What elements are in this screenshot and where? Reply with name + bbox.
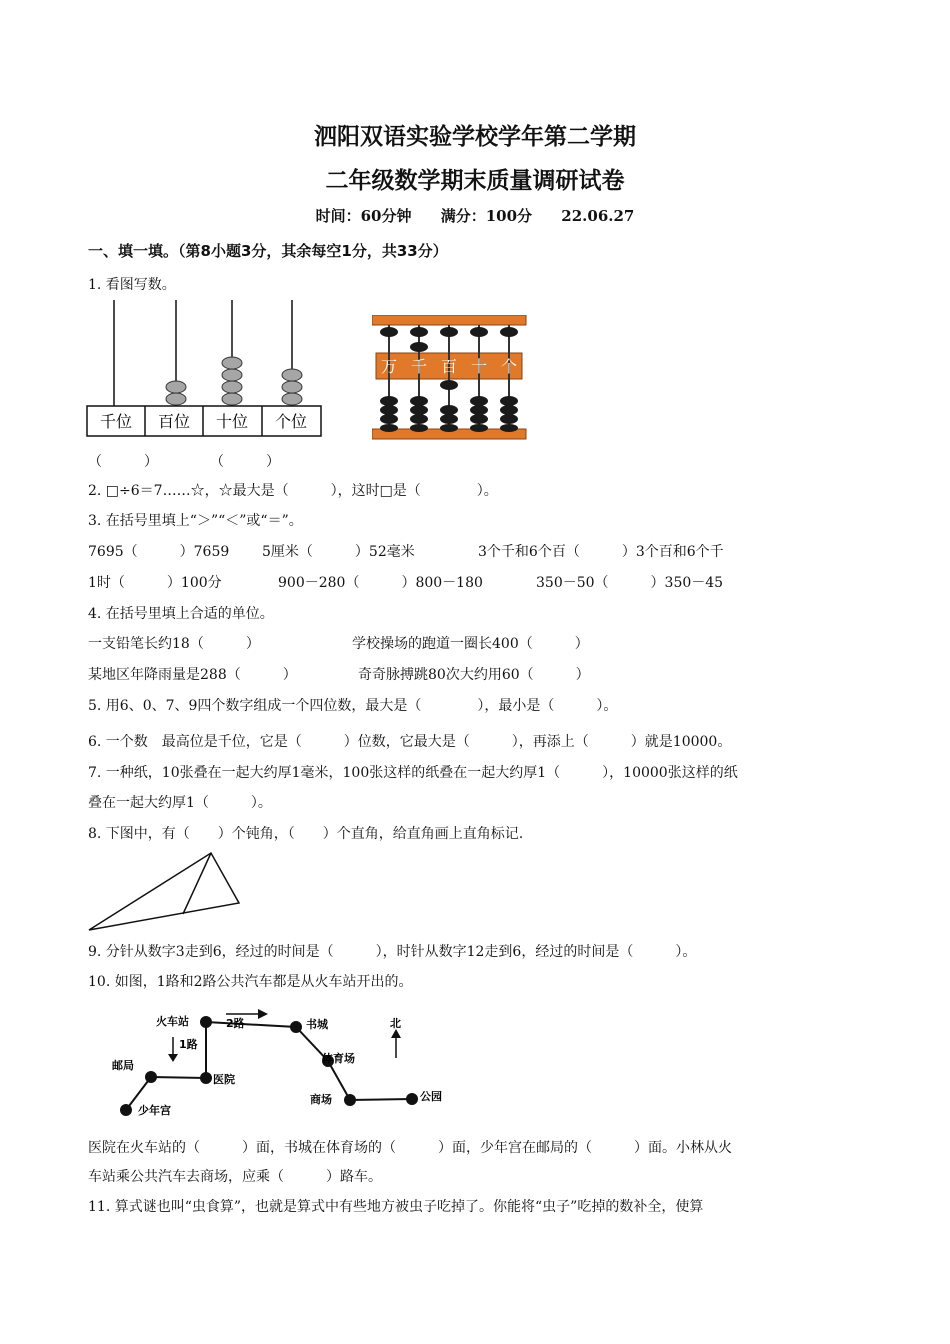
stop-mall: [344, 1094, 356, 1106]
bead-group-ones: [282, 369, 302, 405]
label-gym: 体育场: [322, 1052, 355, 1065]
question-7-line1: 7. 一种纸，10张叠在一起大约厚1毫米，100张这样的纸叠在一起大约厚1（ ），10000张这样的纸: [88, 765, 738, 781]
question-6: 6. 一个数 最高位是千位，它是（ ）位数，它最大是（ ），再添上（ ）就是10000。: [88, 734, 732, 750]
suanpan-label-bai: 百: [440, 357, 458, 376]
q3-item-1: 7695（ ）7659: [88, 544, 230, 560]
q4-item-1: 一支铅笔长约18（ ）: [88, 636, 260, 652]
place-label-thousands: 千位: [99, 412, 133, 431]
place-label-ones: 个位: [274, 412, 308, 431]
answer-blank-1b[interactable]: （ ）: [210, 454, 280, 470]
label-route2: 2路: [226, 1017, 245, 1030]
label-north: 北: [390, 1017, 401, 1030]
question-7-line2: 叠在一起大约厚1（ ）。: [88, 795, 272, 811]
exam-meta: [0, 205, 950, 226]
bus-route-map: [100, 1000, 460, 1130]
answer-blank-1a[interactable]: （ ）: [88, 454, 158, 470]
stop-post: [145, 1071, 157, 1083]
suanpan-label-shi: 十: [470, 357, 488, 376]
label-station: 火车站: [156, 1015, 189, 1028]
q3-item-5: 900－280（ ）800－180: [278, 575, 483, 591]
triangle-figure: [86, 848, 246, 934]
question-8: 8. 下图中，有（ ）个钝角，（ ）个直角，给直角画上直角标记.: [88, 826, 524, 842]
label-hospital: 医院: [213, 1073, 235, 1086]
label-park: 公园: [420, 1090, 442, 1103]
q3-item-4: 1时（ ）100分: [88, 575, 222, 591]
question-10: 10. 如图，1路和2路公共汽车都是从火车站开出的。: [88, 974, 413, 990]
page-title-line1: 泗阳双语实验学校学年第二学期: [314, 124, 636, 150]
exam-time: 时间：60分钟: [315, 207, 412, 225]
suanpan-label-ge: 个: [500, 357, 518, 376]
place-label-hundreds: 百位: [157, 412, 191, 431]
suanpan-label-wan: 万: [380, 357, 398, 376]
suanpan-label-qian: 千: [410, 357, 428, 376]
abacus-suanpan: [372, 315, 528, 441]
exam-score: 满分：100分: [440, 207, 533, 225]
stop-youth: [120, 1104, 132, 1116]
question-11: 11. 算式谜也叫“虫食算”，也就是算式中有些地方被虫子吃掉了。你能将“虫子”吃掉的数补全，使算: [88, 1199, 704, 1215]
question-10-answer-line2: 车站乘公共汽车去商场，应乘（ ）路车。: [88, 1169, 382, 1185]
question-3: 3. 在括号里填上“＞”“＜”或“＝”。: [88, 513, 303, 529]
q3-item-2: 5厘米（ ）52毫米: [262, 544, 415, 560]
q3-item-3: 3个千和6个百（ ）3个百和6个千: [478, 544, 724, 560]
lower-beads: [380, 380, 518, 432]
place-label-tens: 十位: [215, 412, 249, 431]
question-2: 2. □÷6＝7……☆，☆最大是（ ），这时□是（ ）。: [88, 483, 498, 499]
section-heading: 一、填一填。（第8小题3分，其余每空1分，共33分）: [88, 242, 448, 260]
stop-station: [200, 1016, 212, 1028]
q4-item-2: 学校操场的跑道一圈长400（ ）: [352, 636, 589, 652]
abacus-place-value: [86, 300, 324, 440]
stop-park: [406, 1093, 418, 1105]
stop-bookstore: [290, 1021, 302, 1033]
label-mall: 商场: [310, 1093, 332, 1106]
label-post: 邮局: [112, 1059, 134, 1072]
stop-hospital: [200, 1072, 212, 1084]
question-9: 9. 分针从数字3走到6，经过的时间是（ ），时针从数字12走到6，经过的时间是（ ）。: [88, 944, 697, 960]
bead-group-tens: [222, 357, 242, 405]
exam-date: 22.06.27: [561, 207, 635, 225]
page-title-line2: 二年级数学期末质量调研试卷: [325, 168, 625, 194]
q3-item-6: 350－50（ ）350－45: [536, 575, 724, 591]
question-5: 5. 用6、0、7、9四个数字组成一个四位数，最大是（ ），最小是（ ）。: [88, 698, 618, 714]
label-youth: 少年宫: [138, 1104, 171, 1117]
q4-item-3: 某地区年降雨量是288（ ）: [88, 667, 297, 683]
question-4: 4. 在括号里填上合适的单位。: [88, 606, 274, 622]
bead-group-hundreds: [166, 381, 186, 405]
q4-item-4: 奇奇脉搏跳80次大约用60（ ）: [358, 667, 590, 683]
question-1: 1. 看图写数。: [88, 277, 176, 293]
label-bookstore: 书城: [306, 1018, 328, 1031]
question-10-answer-line1: 医院在火车站的（ ）面，书城在体育场的（ ）面，少年宫在邮局的（ ）面。小林从火: [88, 1140, 732, 1156]
label-route1: 1路: [179, 1038, 198, 1051]
